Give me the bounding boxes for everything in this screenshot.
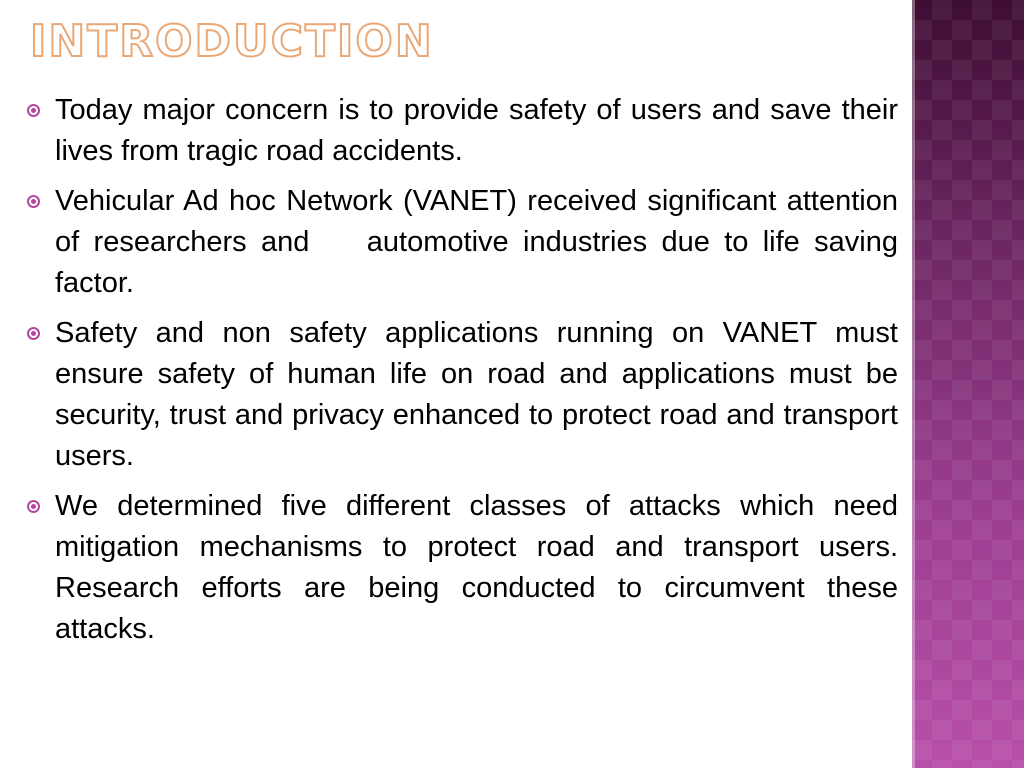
bullet-text-3: Safety and non safety applications running on VANET must ensure safety of human life on road and applications must be security, trust and privacy enhanced to protect road and transport users. xyxy=(55,317,898,472)
bullet-item-3 xyxy=(24,313,898,477)
bullet-text-1: Today major concern is to provide safety of users and save their lives from tragic road accidents. xyxy=(55,94,898,167)
slide-title: INTRODUCTION xyxy=(30,16,434,67)
decorative-side-band xyxy=(912,0,1024,768)
bullet-text-4: We determined five different classes of attacks which need mitigation mechanisms to protect road and transport users. Research efforts are being conducted to circumvent these attacks. xyxy=(55,490,898,645)
bullet-text-2: Vehicular Ad hoc Network (VANET) received significant attention of researchers and automotive industries due to life saving factor. xyxy=(55,185,898,299)
circle-bullet-icon xyxy=(27,104,40,117)
bullet-item-2 xyxy=(24,181,898,304)
circle-bullet-icon xyxy=(27,195,40,208)
circle-bullet-icon xyxy=(27,500,40,513)
bullet-item-1 xyxy=(24,90,898,172)
bullet-item-4 xyxy=(24,486,898,650)
side-band-edge xyxy=(912,0,915,768)
circle-bullet-icon xyxy=(27,327,40,340)
bullet-list xyxy=(24,90,898,659)
